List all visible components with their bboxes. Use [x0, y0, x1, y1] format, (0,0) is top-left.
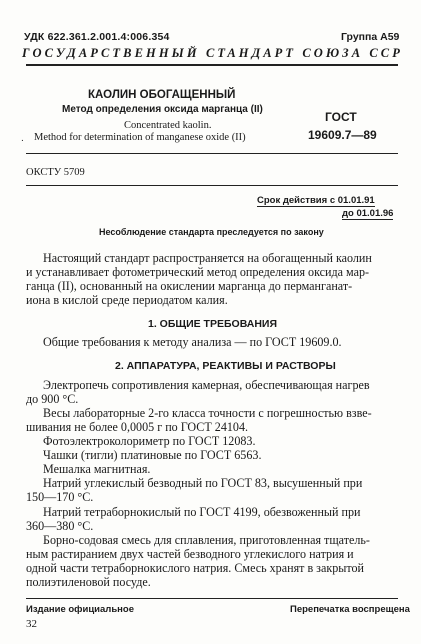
s2-line: ным растиранием двух частей безводного углекислого натрия и: [26, 547, 354, 561]
validity-to: [342, 208, 393, 219]
validity-from: [257, 195, 375, 206]
s2-line: шивания не более 0,0005 г по ГОСТ 24104.: [26, 420, 249, 434]
okstu-code: ОКСТУ 5709: [26, 167, 85, 178]
intro-line-3: ганца (II), основанный на окислении марганца до перманганат-: [26, 279, 353, 293]
s2-line: Натрий углекислый безводный по ГОСТ 83, высушенный при: [43, 476, 363, 490]
gost-label: ГОСТ: [325, 110, 357, 124]
footer-rule: [26, 598, 398, 599]
section-1-text: Общие требования к методу анализа — по ГОСТ 19609.0.: [43, 335, 342, 349]
title-en-line-2: Method for determination of manganese oxide (II): [34, 132, 246, 143]
document-subtitle-ru: Метод определения оксида марганца (II): [62, 104, 263, 115]
s2-line: Чашки (тигли) платиновые по ГОСТ 6563.: [43, 448, 262, 462]
s2-line: одной части тетраборнокислого натрия. Смесь хранят в закрытой: [26, 561, 365, 575]
gost-number: 19609.7—89: [308, 128, 377, 142]
s2-line: до 900 °С.: [26, 392, 79, 406]
document-title: КАОЛИН ОБОГАЩЕННЫЙ: [88, 89, 236, 101]
footer-official: Издание официальное: [26, 604, 134, 615]
s2-line: Мешалка магнитная.: [43, 462, 151, 476]
validity-to-text: до 01.01.96: [342, 208, 394, 219]
intro-line-2: и устанавливает фотометрический метод определения оксида мар-: [26, 265, 370, 279]
s2-line: Натрий тетраборнокислый по ГОСТ 4199, обезвоженный при: [43, 505, 361, 519]
intro-line-1: Настоящий стандарт распространяется на обогащенный каолин: [43, 251, 372, 265]
group-code: Группа А59: [341, 31, 400, 43]
margin-dot: .: [21, 133, 24, 144]
footer-reprint: Перепечатка воспрещена: [290, 604, 410, 615]
intro-line-4: иона в кислой среде периодатом калия.: [26, 293, 228, 307]
s2-line: полиэтиленовой посуде.: [26, 575, 151, 589]
s2-line: 360—380 °С.: [26, 519, 94, 533]
s2-line: Электропечь сопротивления камерная, обеспечивающая нагрев: [43, 378, 370, 392]
title-en-line-1: Concentrated kaolin.: [124, 120, 212, 131]
legal-warning: Несоблюдение стандарта преследуется по закону: [99, 227, 324, 237]
section-2-heading: 2. АППАРАТУРА, РЕАКТИВЫ И РАСТВОРЫ: [115, 360, 336, 372]
udc-code: УДК 622.361.2.001.4:006.354: [24, 31, 170, 43]
s2-line: Борно-содовая смесь для сплавления, приготовленная тщатель-: [43, 533, 370, 547]
s2-line: Весы лабораторные 2-го класса точности с погрешностью взве-: [43, 406, 372, 420]
page-number: 32: [26, 618, 37, 630]
s2-line: 150—170 °С.: [26, 490, 94, 504]
standard-banner: ГОСУДАРСТВЕННЫЙ СТАНДАРТ СОЮЗА ССР: [22, 46, 403, 60]
okstu-rule: [26, 185, 398, 186]
header-rule: [26, 64, 398, 66]
s2-line: Фотоэлектроколориметр по ГОСТ 12083.: [43, 434, 256, 448]
title-rule: [26, 153, 398, 154]
section-1-heading: 1. ОБЩИЕ ТРЕБОВАНИЯ: [148, 318, 278, 330]
validity-from-text: Срок действия с 01.01.91: [257, 195, 375, 206]
